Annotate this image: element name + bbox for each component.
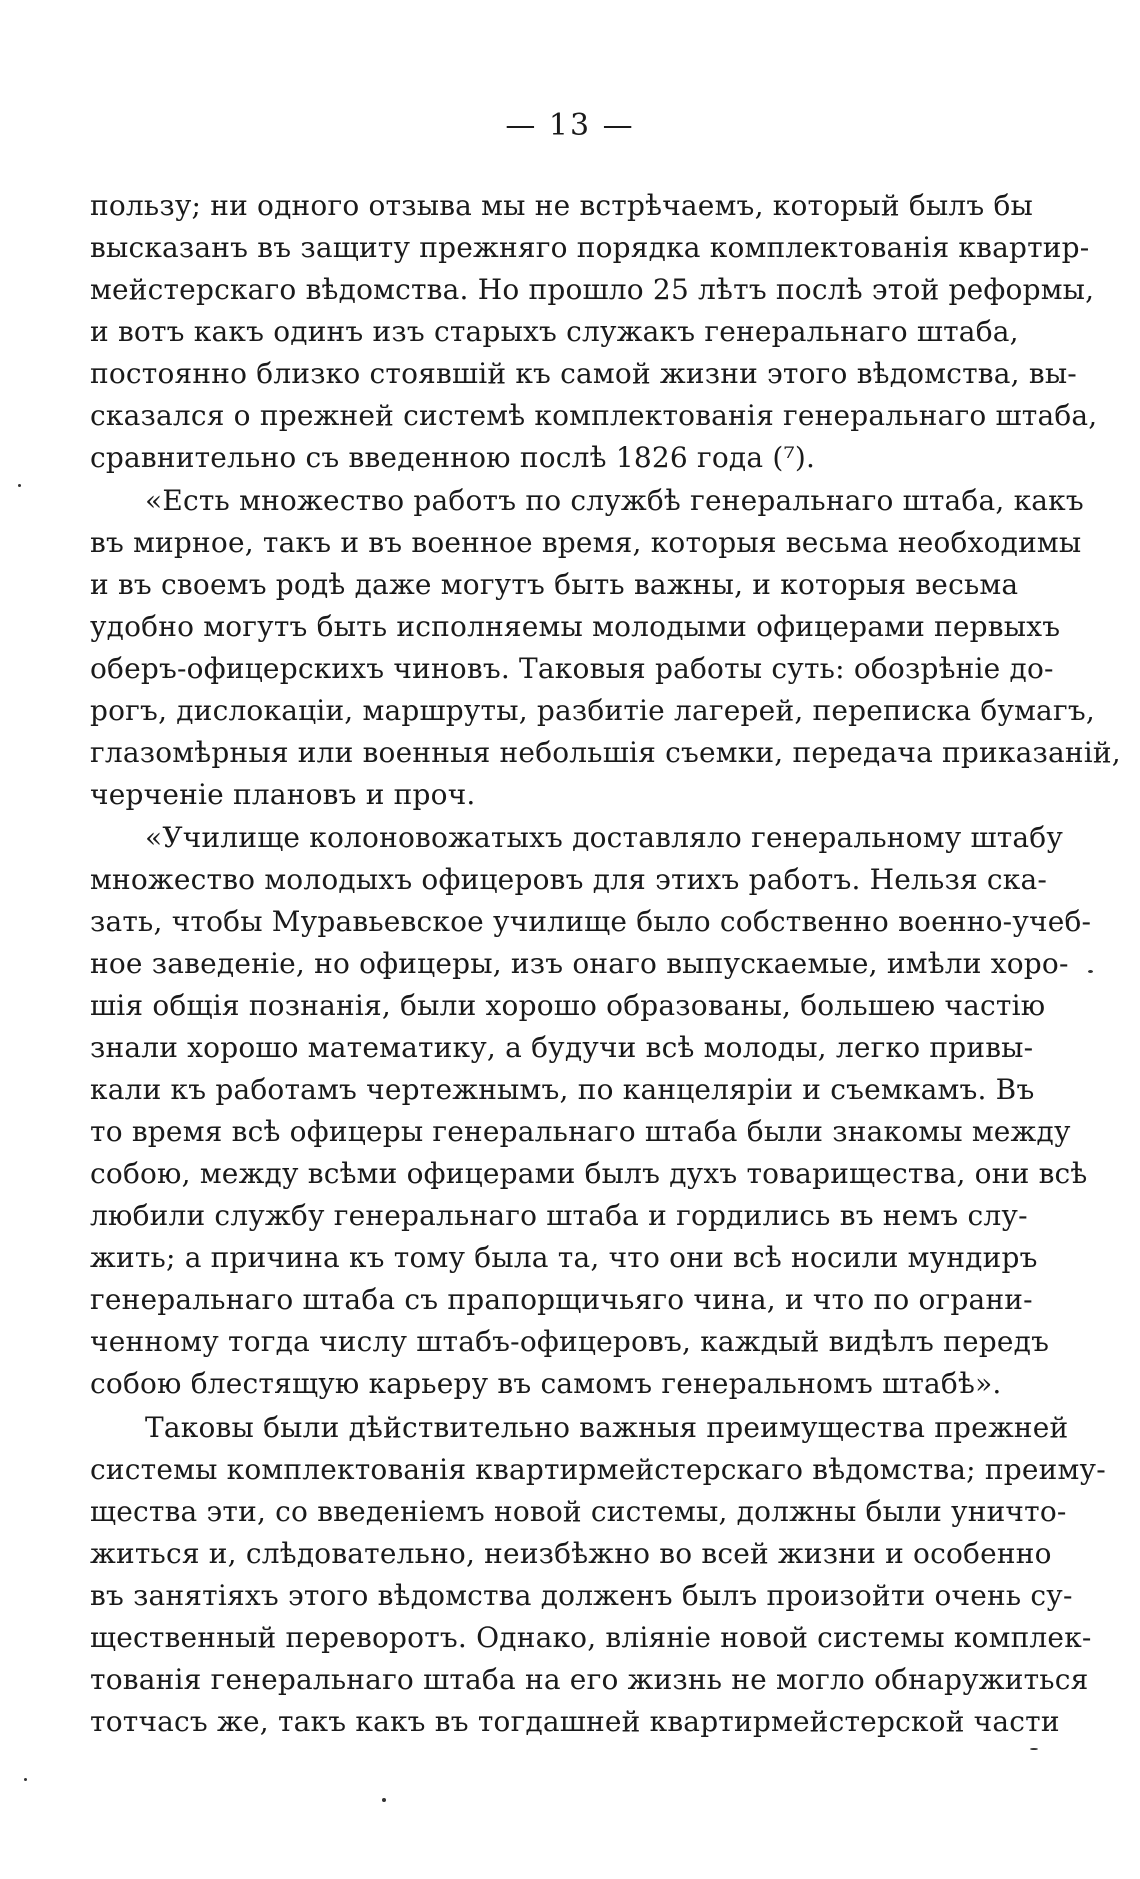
text-line: постоянно близко стоявшій къ самой жизни этого вѣдомства, вы- [90, 357, 1077, 390]
text-line: высказанъ въ защиту прежняго порядка комплектованія квартир- [90, 231, 1090, 264]
text-line: черченіе плановъ и проч. [90, 778, 476, 811]
text-line: и вотъ какъ одинъ изъ старыхъ служакъ генеральнаго штаба, [90, 315, 1019, 348]
text-line: тотчасъ же, такъ какъ въ тогдашней квартирмейстерской части [90, 1705, 1060, 1738]
text-line: ное заведеніе, но офицеры, изъ онаго выпускаемые, имѣли хоро- [90, 947, 1069, 980]
text-line: то время всѣ офицеры генеральнаго штаба были знакомы между [90, 1115, 1071, 1148]
text-line: собою, между всѣми офицерами былъ духъ товарищества, они всѣ [90, 1157, 1088, 1190]
text-line: жить; а причина къ тому была та, что они всѣ носили мундиръ [90, 1241, 1038, 1274]
text-line: въ мирное, такъ и въ военное время, которыя весьма необходимы [90, 526, 1082, 559]
text-line: удобно могутъ быть исполняемы молодыми офицерами первыхъ [90, 610, 1061, 643]
page-number: — 13 — [505, 108, 635, 143]
text-line: мейстерскаго вѣдомства. Но прошло 25 лѣтъ послѣ этой реформы, [90, 273, 1095, 306]
text-line: сказался о прежней системѣ комплектованія генеральнаго штаба, [90, 399, 1098, 432]
scan-speck [1030, 1748, 1038, 1750]
text-line: глазомѣрныя или военныя небольшія съемки, передача приказаній, [90, 736, 1121, 769]
text-line: кали къ работамъ чертежнымъ, по канцеляріи и съемкамъ. Въ [90, 1073, 1035, 1106]
text-line: зать, чтобы Муравьевское училище было собственно военно-учеб- [90, 905, 1092, 938]
scan-speck [1088, 970, 1093, 973]
text-line: Таковы были дѣйствительно важныя преимущества прежней [145, 1411, 1069, 1444]
text-line: житься и, слѣдовательно, неизбѣжно во всей жизни и особенно [90, 1537, 1052, 1570]
text-line: и въ своемъ родѣ даже могутъ быть важны, и которыя весьма [90, 568, 1019, 601]
scan-speck [24, 1778, 27, 1781]
text-line: сравнительно съ введенною послѣ 1826 года (⁷). [90, 441, 816, 474]
text-line: пользу; ни одного отзыва мы не встрѣчаемъ, который былъ бы [90, 189, 1034, 222]
text-line: ченному тогда числу штабъ-офицеровъ, каждый видѣлъ передъ [90, 1325, 1050, 1358]
text-line: собою блестящую карьеру въ самомъ генеральномъ штабѣ». [90, 1367, 1002, 1400]
scan-speck [18, 484, 21, 487]
text-line: рогъ, дислокаціи, маршруты, разбитіе лагерей, переписка бумагъ, [90, 694, 1095, 727]
text-line: щественный переворотъ. Однако, вліяніе новой системы комплек- [90, 1621, 1092, 1654]
text-line: знали хорошо математику, а будучи всѣ молоды, легко привы- [90, 1031, 1034, 1064]
text-line: системы комплектованія квартирмейстерскаго вѣдомства; преиму- [90, 1453, 1106, 1486]
text-line: множество молодыхъ офицеровъ для этихъ работъ. Нельзя ска- [90, 863, 1048, 896]
text-line: «Есть множество работъ по службѣ генеральнаго штаба, какъ [145, 484, 1084, 517]
text-line: генеральнаго штаба съ прапорщичьяго чина, и что по ограни- [90, 1283, 1033, 1316]
text-line: «Училище колоновожатыхъ доставляло генеральному штабу [145, 821, 1064, 854]
text-line: тованія генеральнаго штаба на его жизнь не могло обнаружиться [90, 1663, 1089, 1696]
text-line: щества эти, со введеніемъ новой системы, должны были уничто- [90, 1495, 1067, 1528]
text-line: оберъ-офицерскихъ чиновъ. Таковыя работы суть: обозрѣніе до- [90, 652, 1054, 685]
text-line: въ занятіяхъ этого вѣдомства долженъ былъ произойти очень су- [90, 1579, 1073, 1612]
text-line: шія общія познанія, были хорошо образованы, большею частію [90, 989, 1046, 1022]
scan-speck [382, 1798, 386, 1802]
text-line: любили службу генеральнаго штаба и гордились въ немъ слу- [90, 1199, 1028, 1232]
